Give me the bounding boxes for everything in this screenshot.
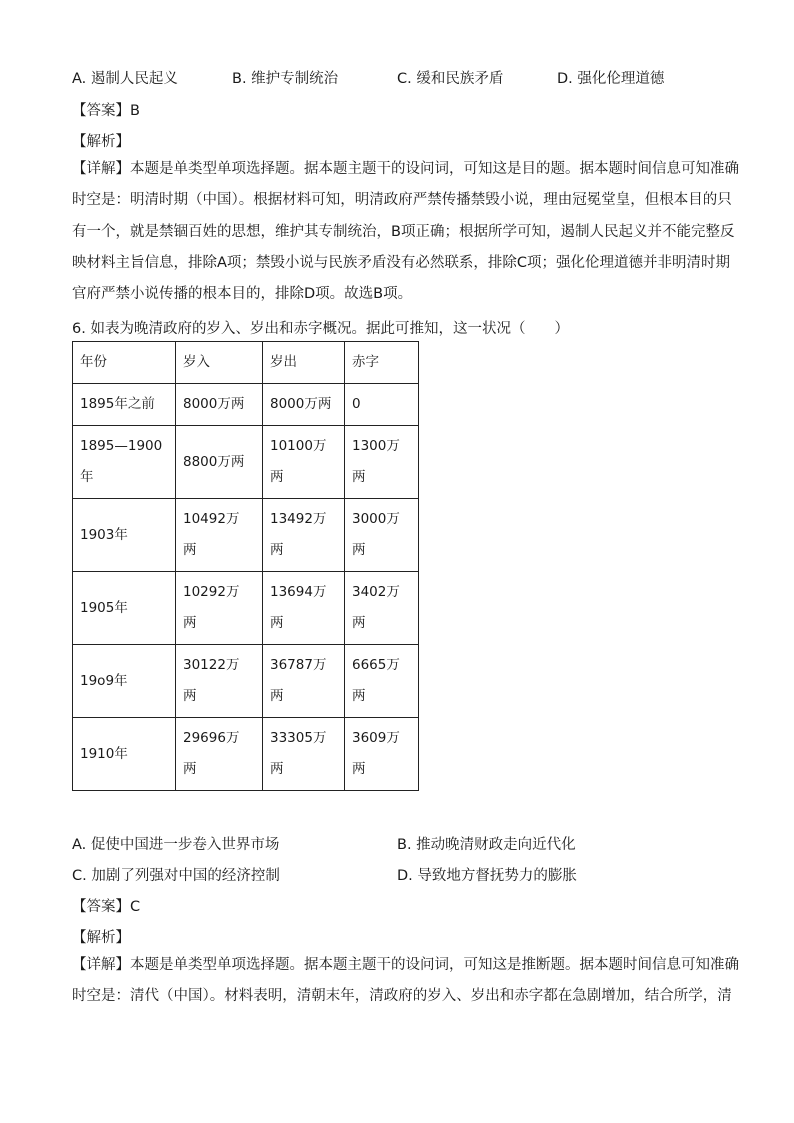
table-cell [73,426,176,499]
q6-analysis-label: 【解析】 [72,930,130,946]
cell-text: 13694万 [270,584,327,600]
q5-detail-line: 【详解】本题是单类型单项选择题。据本题主题干的设问词，可知这是目的题。据本题时间信息可知准确 [72,161,739,177]
cell-text: 两 [183,761,197,777]
cell-text: 两 [270,469,284,485]
cell-text: 两 [352,469,366,485]
q5-option-d: D. 强化伦理道德 [557,71,665,87]
cell-text: 30122万 [183,657,240,673]
table-cell [176,426,263,499]
q5-analysis-label: 【解析】 [72,134,130,150]
table-row [73,572,419,645]
cell-text: 两 [270,542,284,558]
q5-detail-line: 有一个，就是禁锢百姓的思想，维护其专制统治，B项正确；根据所学可知，遏制人民起义并不能完整反 [72,223,735,240]
cell-text: 19o9年 [80,672,128,689]
q6-option-c: C. 加剧了列强对中国的经济控制 [72,868,280,884]
q5-detail [72,154,739,310]
cell-text: 8000万两 [183,396,245,412]
table-row [73,426,419,499]
cell-text: 两 [352,761,366,777]
table-cell [176,499,263,572]
cell-text: 33305万 [270,730,327,746]
table-row [73,499,419,572]
cell-text: 1903年 [80,526,128,543]
cell-text: 10292万 [183,584,240,600]
cell-text: 3402万 [352,584,400,600]
table-cell [345,572,419,645]
table-cell [73,718,176,791]
cell-text: 36787万 [270,657,327,673]
q6-detail [72,950,739,1013]
cell-text: 1910年 [80,745,128,762]
q5-detail-line: 官府严禁小说传播的根本目的，排除D项。故选B项。 [72,286,413,303]
table-cell [176,384,263,426]
table-cell [263,426,345,499]
table-cell [263,718,345,791]
q5-option-a: A. 遏制人民起义 [72,71,178,87]
q5-detail-line: 时空是：明清时期（中国）。根据材料可知，明清政府严禁传播禁毁小说，理由冠冕堂皇，但根本目的只 [72,192,732,209]
q5-option-c: C. 缓和民族矛盾 [397,71,504,87]
table-cell [73,645,176,718]
table-row [73,645,419,718]
table-header-row [73,342,419,384]
cell-text: 年 [80,469,94,485]
table-cell [345,499,419,572]
table-cell [73,499,176,572]
cell-text: 两 [270,688,284,704]
q5-option-b: B. 维护专制统治 [232,71,339,87]
cell-text: 两 [183,542,197,558]
revenue-table [72,341,419,791]
table-cell [73,384,176,426]
cell-text: 13492万 [270,511,327,527]
table-cell [345,718,419,791]
cell-text: 两 [270,615,284,631]
cell-text: 两 [352,542,366,558]
cell-text: 6665万 [352,657,400,673]
table-row [73,718,419,791]
cell-text: 10100万 [270,438,327,454]
q6-detail-line: 时空是：清代（中国）。材料表明，清朝末年，清政府的岁入、岁出和赤字都在急剧增加，结合所学，清 [72,988,732,1005]
q6-option-a: A. 促使中国进一步卷入世界市场 [72,837,280,853]
q6-question: 6. 如表为晚清政府的岁入、岁出和赤字概况。据此可推知，这一状况（ ） [72,321,569,337]
table-cell [73,572,176,645]
table-cell [345,645,419,718]
table-header-cell: 岁出 [263,342,345,384]
cell-text: 1300万 [352,438,400,454]
q6-option-b: B. 推动晚清财政走向近代化 [397,837,576,853]
table-cell [176,718,263,791]
cell-text: 1905年 [80,599,128,616]
table-cell [176,645,263,718]
cell-text: 0 [352,396,361,412]
q5-answer: 【答案】B [72,103,140,119]
table-cell [263,572,345,645]
cell-text: 8000万两 [270,396,332,412]
cell-text: 两 [352,615,366,631]
table-row [73,384,419,426]
q6-option-d: D. 导致地方督抚势力的膨胀 [397,868,577,884]
table-cell [263,645,345,718]
cell-text: 8800万两 [183,453,245,470]
cell-text: 10492万 [183,511,240,527]
q6-answer: 【答案】C [72,899,141,915]
cell-text: 1895年之前 [80,396,155,412]
cell-text: 两 [183,688,197,704]
cell-text: 两 [183,615,197,631]
cell-text: 1895—1900 [80,438,163,454]
cell-text: 两 [270,761,284,777]
table-cell [345,426,419,499]
table-cell [345,384,419,426]
cell-text: 29696万 [183,730,240,746]
table-header-cell: 赤字 [345,342,419,384]
q6-detail-line: 【详解】本题是单类型单项选择题。据本题主题干的设问词，可知这是推断题。据本题时间信息可知准确 [72,957,739,973]
table-cell [263,384,345,426]
q5-detail-line: 映材料主旨信息，排除A项；禁毁小说与民族矛盾没有必然联系，排除C项；强化伦理道德并非明清时期 [72,254,731,271]
table-header-cell: 岁入 [176,342,263,384]
table-cell [176,572,263,645]
cell-text: 两 [352,688,366,704]
table-cell [263,499,345,572]
cell-text: 3000万 [352,511,400,527]
table-header-cell: 年份 [73,342,176,384]
cell-text: 3609万 [352,730,400,746]
